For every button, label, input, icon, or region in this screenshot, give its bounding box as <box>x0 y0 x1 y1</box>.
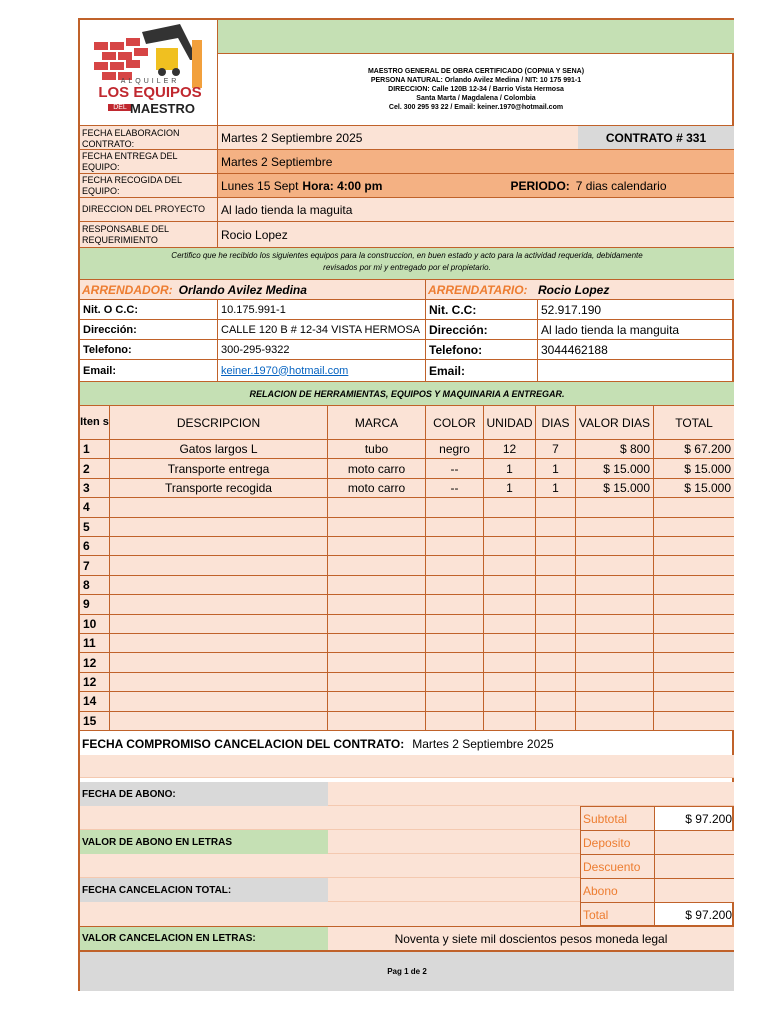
descuento-value <box>655 855 734 879</box>
table-cell <box>110 537 328 556</box>
telefono-value: 300-295-9322 <box>218 340 426 360</box>
logo-text-4: MAESTRO <box>130 101 195 116</box>
table-cell <box>110 556 328 575</box>
item-number: 3 <box>80 479 110 498</box>
table-cell <box>328 615 426 634</box>
nit2-label: Nit. C.C: <box>426 300 538 320</box>
table-cell <box>576 712 654 731</box>
table-cell <box>654 673 734 692</box>
table-cell <box>536 537 576 556</box>
valor-abono-label: VALOR DE ABONO EN LETRAS <box>80 830 328 854</box>
table-cell <box>654 615 734 634</box>
table-cell: negro <box>426 440 484 459</box>
item-number: 1 <box>80 440 110 459</box>
direccion2-value: Al lado tienda la manguita <box>538 320 734 340</box>
contrato-number: CONTRATO # 331 <box>578 126 734 150</box>
table-cell <box>426 615 484 634</box>
table-cell <box>484 634 536 653</box>
table-cell: $ 15.000 <box>654 479 734 498</box>
items-table <box>80 406 734 732</box>
fecha-elaboracion-value: Martes 2 Septiembre 2025 <box>218 126 578 150</box>
table-cell <box>426 595 484 614</box>
fecha-recogida-hora: Hora: 4:00 pm <box>302 178 383 193</box>
contract-sheet <box>78 18 734 991</box>
table-cell <box>536 653 576 672</box>
abono-value <box>328 782 734 806</box>
table-cell <box>110 498 328 517</box>
item-number: 6 <box>80 537 110 556</box>
table-cell: moto carro <box>328 479 426 498</box>
table-cell <box>576 498 654 517</box>
table-cell <box>426 673 484 692</box>
item-number: 4 <box>80 498 110 517</box>
email-label: Email: <box>80 360 218 382</box>
table-cell <box>536 556 576 575</box>
table-cell <box>654 576 734 595</box>
nit-value: 10.175.991-1 <box>218 300 426 320</box>
valor-dias-header: VALOR DIAS <box>576 406 654 440</box>
logo-text-2: LOS EQUIPOS <box>98 84 202 101</box>
total-label: Total <box>581 903 655 926</box>
table-cell <box>110 673 328 692</box>
fecha-recogida-value <box>218 174 734 198</box>
table-cell <box>328 537 426 556</box>
header-green-bar <box>218 20 734 54</box>
direccion-value: CALLE 120 B # 12-34 VISTA HERMOSA <box>218 320 426 340</box>
arrendador-row <box>80 280 426 300</box>
table-cell: -- <box>426 459 484 478</box>
direccion-proyecto-value: Al lado tienda la maguita <box>218 198 734 222</box>
marca-header: MARCA <box>328 406 426 440</box>
table-cell <box>426 537 484 556</box>
table-cell <box>110 595 328 614</box>
certifico-text: Certifico que he recibido los siguientes equipos para la construccion, en buen estado y acto para la actividad requerida, debidamente revisados por mi y entregado por el propietario. <box>80 248 734 280</box>
table-cell <box>110 634 328 653</box>
table-cell <box>576 615 654 634</box>
page-number: Pag 1 de 2 <box>80 950 734 991</box>
dias-header: DIAS <box>536 406 576 440</box>
item-number: 9 <box>80 595 110 614</box>
table-cell <box>426 653 484 672</box>
table-cell <box>328 556 426 575</box>
arrendador-name: Orlando Avilez Medina <box>178 282 307 297</box>
table-cell <box>484 712 536 731</box>
table-cell <box>328 518 426 537</box>
table-cell <box>576 518 654 537</box>
table-cell: Transporte recogida <box>110 479 328 498</box>
table-cell <box>536 615 576 634</box>
table-cell <box>328 595 426 614</box>
table-cell <box>426 576 484 595</box>
table-cell: 1 <box>536 479 576 498</box>
valor-cancelacion-value: Noventa y siete mil doscientos pesos moneda legal <box>328 926 734 950</box>
table-cell <box>654 712 734 731</box>
periodo-value: 7 dias calendario <box>575 178 667 193</box>
item-number: 15 <box>80 712 110 731</box>
table-cell <box>426 518 484 537</box>
relacion-title: RELACION DE HERRAMIENTAS, EQUIPOS Y MAQUINARIA A ENTREGAR. <box>80 382 734 406</box>
valor-abono-value <box>328 830 580 854</box>
fecha-entrega-value: Martes 2 Septiembre <box>218 150 734 174</box>
item-number: 11 <box>80 634 110 653</box>
logo-text-1: ALQUILER <box>120 78 180 85</box>
email2-value <box>538 360 734 382</box>
table-cell <box>484 673 536 692</box>
table-cell <box>536 673 576 692</box>
table-cell <box>484 615 536 634</box>
arrendador-label: ARRENDADOR: <box>82 282 173 297</box>
table-cell <box>576 595 654 614</box>
table-cell <box>110 576 328 595</box>
spacer-row <box>80 756 734 778</box>
table-cell: 1 <box>536 459 576 478</box>
cancelacion-value <box>328 878 580 902</box>
table-cell: $ 800 <box>576 440 654 459</box>
item-number: 10 <box>80 615 110 634</box>
table-cell <box>576 556 654 575</box>
email-link[interactable]: keiner.1970@hotmail.com <box>218 360 426 382</box>
table-cell <box>536 712 576 731</box>
abono-label: FECHA DE ABONO: <box>80 782 328 806</box>
table-cell <box>654 498 734 517</box>
item-number: 2 <box>80 459 110 478</box>
table-cell <box>536 576 576 595</box>
table-cell <box>536 595 576 614</box>
table-cell: tubo <box>328 440 426 459</box>
table-cell <box>110 692 328 711</box>
table-cell: -- <box>426 479 484 498</box>
table-cell <box>110 653 328 672</box>
responsable-label: RESPONSABLE DEL REQUERIMIENTO <box>80 222 218 248</box>
table-cell <box>328 498 426 517</box>
direccion-label: Dirección: <box>80 320 218 340</box>
telefono2-label: Telefono: <box>426 340 538 360</box>
nit2-value: 52.917.190 <box>538 300 734 320</box>
descripcion-header: DESCRIPCION <box>110 406 328 440</box>
table-cell <box>426 498 484 517</box>
logo-text-3: DEL <box>108 104 132 111</box>
compromiso-value: Martes 2 Septiembre 2025 <box>412 736 554 751</box>
table-cell <box>426 556 484 575</box>
table-cell <box>328 576 426 595</box>
table-cell <box>536 518 576 537</box>
deposito-label: Deposito <box>581 831 655 855</box>
table-cell: $ 67.200 <box>654 440 734 459</box>
nit-label: Nit. O C.C: <box>80 300 218 320</box>
table-cell: $ 15.000 <box>576 479 654 498</box>
table-cell <box>110 615 328 634</box>
total-value: $ 97.200 <box>685 908 732 922</box>
table-cell <box>328 673 426 692</box>
table-cell <box>484 498 536 517</box>
table-cell <box>110 712 328 731</box>
arrendatario-label: ARRENDATARIO: <box>428 282 528 297</box>
company-info <box>218 54 734 126</box>
table-cell <box>654 518 734 537</box>
compromiso-label: FECHA COMPROMISO CANCELACION DEL CONTRATO: <box>82 736 405 751</box>
table-cell <box>576 692 654 711</box>
footer-left-1 <box>80 806 580 830</box>
table-cell <box>484 576 536 595</box>
logo <box>80 20 218 126</box>
fecha-recogida-label: FECHA RECOGIDA DEL EQUIPO: <box>80 174 218 198</box>
table-cell <box>484 518 536 537</box>
fecha-entrega-label: FECHA ENTREGA DEL EQUIPO: <box>80 150 218 174</box>
deposito-value <box>655 831 734 855</box>
table-cell <box>484 653 536 672</box>
table-cell <box>576 653 654 672</box>
table-cell <box>536 634 576 653</box>
fecha-elaboracion-label: FECHA ELABORACION CONTRATO: <box>80 126 218 150</box>
table-cell <box>484 692 536 711</box>
item-number: 12 <box>80 653 110 672</box>
color-header: COLOR <box>426 406 484 440</box>
table-cell <box>426 712 484 731</box>
item-number: 8 <box>80 576 110 595</box>
table-cell <box>110 518 328 537</box>
company-line: DIRECCION: Calle 120B 12-34 / Barrio Vista Hermosa <box>388 86 564 93</box>
table-cell: moto carro <box>328 459 426 478</box>
company-line: Cel. 300 295 93 22 / Email: keiner.1970@hotmail.com <box>388 104 564 111</box>
company-line: MAESTRO GENERAL DE OBRA CERTIFICADO (COPNIA Y SENA) <box>367 68 585 75</box>
direccion2-label: Dirección: <box>426 320 538 340</box>
table-cell <box>576 576 654 595</box>
table-cell <box>654 653 734 672</box>
direccion-proyecto-label: DIRECCION DEL PROYECTO <box>80 198 218 222</box>
cancelacion-label: FECHA CANCELACION TOTAL: <box>80 878 328 902</box>
subtotal-value: $ 97.200 <box>655 807 734 831</box>
table-cell <box>536 498 576 517</box>
table-cell <box>328 692 426 711</box>
footer-left-2 <box>80 854 580 878</box>
item-number: 12 <box>80 673 110 692</box>
table-cell <box>654 537 734 556</box>
abono-total-label: Abono <box>581 879 655 903</box>
arrendatario-name: Rocio Lopez <box>538 282 610 297</box>
telefono2-value: 3044462188 <box>538 340 734 360</box>
telefono-label: Telefono: <box>80 340 218 360</box>
table-cell: Gatos largos L <box>110 440 328 459</box>
company-line: Santa Marta / Magdalena / Colombia <box>416 95 536 102</box>
total-header: TOTAL <box>654 406 734 440</box>
item-number: 5 <box>80 518 110 537</box>
responsable-value: Rocio Lopez <box>218 222 734 248</box>
totals-box <box>580 806 734 926</box>
email2-label: Email: <box>426 360 538 382</box>
table-cell <box>576 634 654 653</box>
table-cell <box>654 595 734 614</box>
descuento-label: Descuento <box>581 855 655 879</box>
table-cell: 12 <box>484 440 536 459</box>
table-cell <box>426 634 484 653</box>
table-cell <box>536 692 576 711</box>
table-cell <box>328 634 426 653</box>
items-header: Iten s <box>80 406 110 440</box>
table-cell: 1 <box>484 479 536 498</box>
table-cell <box>654 556 734 575</box>
valor-cancelacion-label: VALOR CANCELACION EN LETRAS: <box>80 926 328 950</box>
subtotal-label: Subtotal <box>581 807 655 831</box>
arrendatario-row <box>426 280 734 300</box>
periodo-label: PERIODO: <box>510 178 570 193</box>
table-cell: $ 15.000 <box>654 459 734 478</box>
table-cell <box>484 556 536 575</box>
item-number: 14 <box>80 692 110 711</box>
unidad-header: UNIDAD <box>484 406 536 440</box>
table-cell: 1 <box>484 459 536 478</box>
table-cell: Transporte entrega <box>110 459 328 478</box>
table-cell: 7 <box>536 440 576 459</box>
table-cell <box>484 595 536 614</box>
footer-left-3 <box>80 902 580 926</box>
table-cell <box>576 537 654 556</box>
table-cell <box>484 537 536 556</box>
item-number: 7 <box>80 556 110 575</box>
compromiso-row <box>80 732 734 756</box>
table-cell <box>576 673 654 692</box>
abono-total-value <box>655 879 734 903</box>
fecha-recogida-date: Lunes 15 Sept <box>221 178 299 193</box>
table-cell <box>328 653 426 672</box>
table-cell <box>654 634 734 653</box>
table-cell <box>654 692 734 711</box>
table-cell <box>426 692 484 711</box>
table-cell <box>328 712 426 731</box>
company-line: PERSONA NATURAL: Orlando Avilez Medina / NIT: 10 175 991-1 <box>370 77 582 84</box>
table-cell: $ 15.000 <box>576 459 654 478</box>
